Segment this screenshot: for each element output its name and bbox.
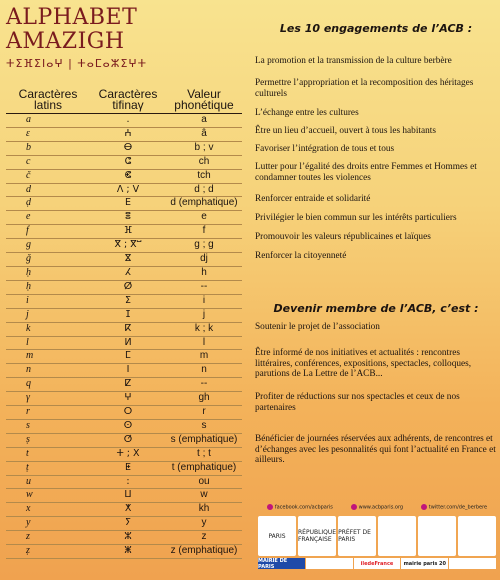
tifinagh-cell: ⵇ [90,378,166,392]
phonetic-cell: z (emphatique) [166,545,242,559]
latin-cell: w [6,489,90,503]
phonetic-cell: ou [166,475,242,489]
prefet-logo: PRÉFET DE PARIS [338,516,376,556]
latin-cell: γ [6,392,90,406]
latin-cell: q [6,378,90,392]
tifinagh-cell: ⵁ [90,280,166,294]
latin-cell: b [6,141,90,155]
tifinagh-cell: ⵉ [90,294,166,308]
latin-cell: e [6,211,90,225]
mairie-paris20-label: mairie paris 20 [401,558,448,569]
phonetic-cell: k ; k [166,322,242,336]
alphabet-table [6,88,242,559]
phonetic-cell: kh [166,503,242,517]
table-row [6,364,242,378]
latin-cell: x [6,503,90,517]
globe-icon [351,504,357,510]
latin-cell: j [6,308,90,322]
tifinagh-cell: ⵄ [90,127,166,141]
engagement-item: Favoriser l’intégration de tous et tous [255,144,395,154]
table-row [6,545,242,559]
latin-cell: ɛ [6,127,90,141]
table-row [6,253,242,267]
tifinagh-subtitle: ⵜⵉⴼⵉⵏⴰⵖ | ⵜⴰⵎⴰⵣⵉⵖⵜ [6,57,148,70]
header-phonetic: Valeur phonétique [166,88,242,114]
republique-logo: RÉPUBLIQUE FRANÇAISE [298,516,336,556]
table-row [6,378,242,392]
tifinagh-cell: ⵛ [90,155,166,169]
tifinagh-cell: ⵔ [90,406,166,420]
phonetic-cell: s (emphatique) [166,433,242,447]
phonetic-cell: t (emphatique) [166,461,242,475]
latin-cell: ḍ [6,197,90,211]
partner-bar [258,558,496,569]
alphabet-panel [6,6,244,559]
twitter-icon [421,504,427,510]
phonetic-cell: y [166,517,242,531]
alphabet-rows [6,114,242,559]
bar-logo-2 [306,558,353,569]
table-row [6,475,242,489]
phonetic-cell: i [166,294,242,308]
table-row [6,239,242,253]
latin-cell: c [6,155,90,169]
phonetic-cell: d ; d [166,183,242,197]
latin-cell: č [6,169,90,183]
phonetic-cell: ch [166,155,242,169]
latin-cell: r [6,406,90,420]
tifinagh-cell: ⵏ [90,364,166,378]
tifinagh-cell: . [90,114,166,128]
tifinagh-cell: ⵥ [90,545,166,559]
table-row [6,419,242,433]
engagements-heading: Les 10 engagements de l’ACB : [279,22,473,35]
latin-cell: d [6,183,90,197]
tifinagh-cell: ⵡ [90,489,166,503]
tifinagh-cell: ⵣ [90,531,166,545]
tifinagh-cell: ⴳ ; ⴳⵯ [90,239,166,253]
latin-cell: m [6,350,90,364]
tifinagh-cell: : [90,475,166,489]
membre-item: Être informé de nos initiatives et actualités : rencontres littéraires, conférences, expositions, spectacles, colloques, parutions de La Lettre de l’ACB... [255,348,472,379]
phonetic-cell: e [166,211,242,225]
engagement-item: Lutter pour l’égalité des droits entre Femmes et Hommes et condamner toutes les violences [255,162,477,183]
table-row [6,406,242,420]
table-row [6,280,242,294]
latin-cell: a [6,114,90,128]
engagement-item: Renforcer entraide et solidarité [255,194,371,204]
latin-cell: ṣ [6,433,90,447]
table-row [6,531,242,545]
table-row [6,322,242,336]
tifinagh-cell: ⴷ ; ⴸ [90,183,166,197]
table-row [6,294,242,308]
table-row [6,114,242,128]
latin-cell: l [6,336,90,350]
engagement-item: Promouvoir les valeurs républicaines et laïques [255,232,431,242]
tifinagh-cell: ⵚ [90,433,166,447]
header-latin: Caractères latins [6,88,90,114]
table-row [6,433,242,447]
phonetic-cell: dj [166,253,242,267]
phonetic-cell: f [166,225,242,239]
phonetic-cell: a [166,114,242,128]
phonetic-cell: gh [166,392,242,406]
table-row [6,350,242,364]
latin-cell: i [6,294,90,308]
table-row [6,308,242,322]
table-row [6,197,242,211]
latin-cell: s [6,419,90,433]
table-row [6,127,242,141]
tifinagh-cell: ⴵ [90,253,166,267]
website-link[interactable]: www.acbparis.org [351,504,403,511]
table-row [6,517,242,531]
partner-logo-4 [378,516,416,556]
table-row [6,461,242,475]
partner-logos [258,516,496,556]
engagement-item: La promotion et la transmission de la culture berbère [255,56,452,66]
table-row [6,183,242,197]
engagement-item: L’échange entre les cultures [255,108,359,118]
alphabet-title: ALPHABET AMAZIGH [6,5,138,54]
engagement-item: Renforcer la citoyenneté [255,251,347,261]
phonetic-cell: j [166,308,242,322]
partner-logo-6 [458,516,496,556]
latin-cell: t [6,447,90,461]
phonetic-cell: r [166,406,242,420]
partner-footer [258,504,496,574]
table-row [6,225,242,239]
tifinagh-cell: ⴱ [90,141,166,155]
phonetic-cell: h [166,266,242,280]
table-row [6,489,242,503]
phonetic-cell: z [166,531,242,545]
membre-heading: Devenir membre de l’ACB, c’est : [273,302,479,315]
phonetic-cell: w [166,489,242,503]
phonetic-cell: tch [166,169,242,183]
engagement-item: Être un lieu d’accueil, ouvert à tous les habitants [255,126,436,136]
tifinagh-cell: ⵙ [90,419,166,433]
phonetic-cell: n [166,364,242,378]
phonetic-cell: m [166,350,242,364]
tifinagh-cell: ⵅ [90,503,166,517]
phonetic-cell: -- [166,378,242,392]
table-row [6,211,242,225]
phonetic-cell: d (emphatique) [166,197,242,211]
membre-item: Bénéficier de journées réservées aux adhérents, de rencontres et d’échanges avec les pesonnalités qui font l’actualité en France et ailleurs. [255,434,496,465]
phonetic-cell: g ; g [166,239,242,253]
twitter-link[interactable]: twitter.com/de_berbere [421,504,487,511]
header-tifinagh: Caractères tifinaγ [90,88,166,114]
latin-cell: ẓ [6,545,90,559]
latin-cell: ḥ [6,280,90,294]
phonetic-cell: s [166,419,242,433]
tifinagh-cell: ⵟ [90,461,166,475]
latin-cell: ǧ [6,253,90,267]
table-row [6,266,242,280]
phonetic-cell: -- [166,280,242,294]
membre-item: Profiter de réductions sur nos spectacles et ceux de nos partenaires [255,392,460,413]
table-row [6,169,242,183]
latin-cell: z [6,531,90,545]
iledefrance-label: iledeFrance [354,558,401,569]
tifinagh-cell: ⵊ [90,308,166,322]
tifinagh-cell: ⵃ [90,266,166,280]
social-links [258,504,496,511]
latin-cell: ḥ [6,266,90,280]
membre-item: Soutenir le projet de l’association [255,322,380,332]
latin-cell: n [6,364,90,378]
tifinagh-cell: ⴽ [90,322,166,336]
latin-cell: g [6,239,90,253]
tifinagh-cell: ⵜ ; ⵝ [90,447,166,461]
table-row [6,141,242,155]
latin-cell: f [6,225,90,239]
phonetic-cell: t ; t [166,447,242,461]
facebook-link[interactable]: facebook.com/acbparis [267,504,333,511]
table-row [6,503,242,517]
tifinagh-cell: ⵖ [90,392,166,406]
latin-cell: u [6,475,90,489]
phonetic-cell: b ; v [166,141,242,155]
partner-logo-5 [418,516,456,556]
tifinagh-cell: ⴼ [90,225,166,239]
table-row [6,447,242,461]
tifinagh-cell: ⵍ [90,336,166,350]
phonetic-cell: l [166,336,242,350]
engagement-item: Permettre l’appropriation et la recomposition des héritages culturels [255,78,474,99]
bar-logo-5 [449,558,496,569]
table-header-row [6,88,242,114]
engagement-item: Privilégier le bien commun sur les intérêts particuliers [255,213,457,223]
facebook-icon [267,504,273,510]
tifinagh-cell: ⵎ [90,350,166,364]
table-row [6,392,242,406]
tifinagh-cell: ⴻ [90,211,166,225]
latin-cell: ṭ [6,461,90,475]
latin-cell: y [6,517,90,531]
mairie-paris-label: MAIRIE DE PARIS [258,558,305,569]
latin-cell: k [6,322,90,336]
paris-logo: PARIS [258,516,296,556]
tifinagh-cell: ⴹ [90,197,166,211]
tifinagh-cell: ⵞ [90,169,166,183]
phonetic-cell: â [166,127,242,141]
table-row [6,336,242,350]
table-row [6,155,242,169]
tifinagh-cell: ⵢ [90,517,166,531]
